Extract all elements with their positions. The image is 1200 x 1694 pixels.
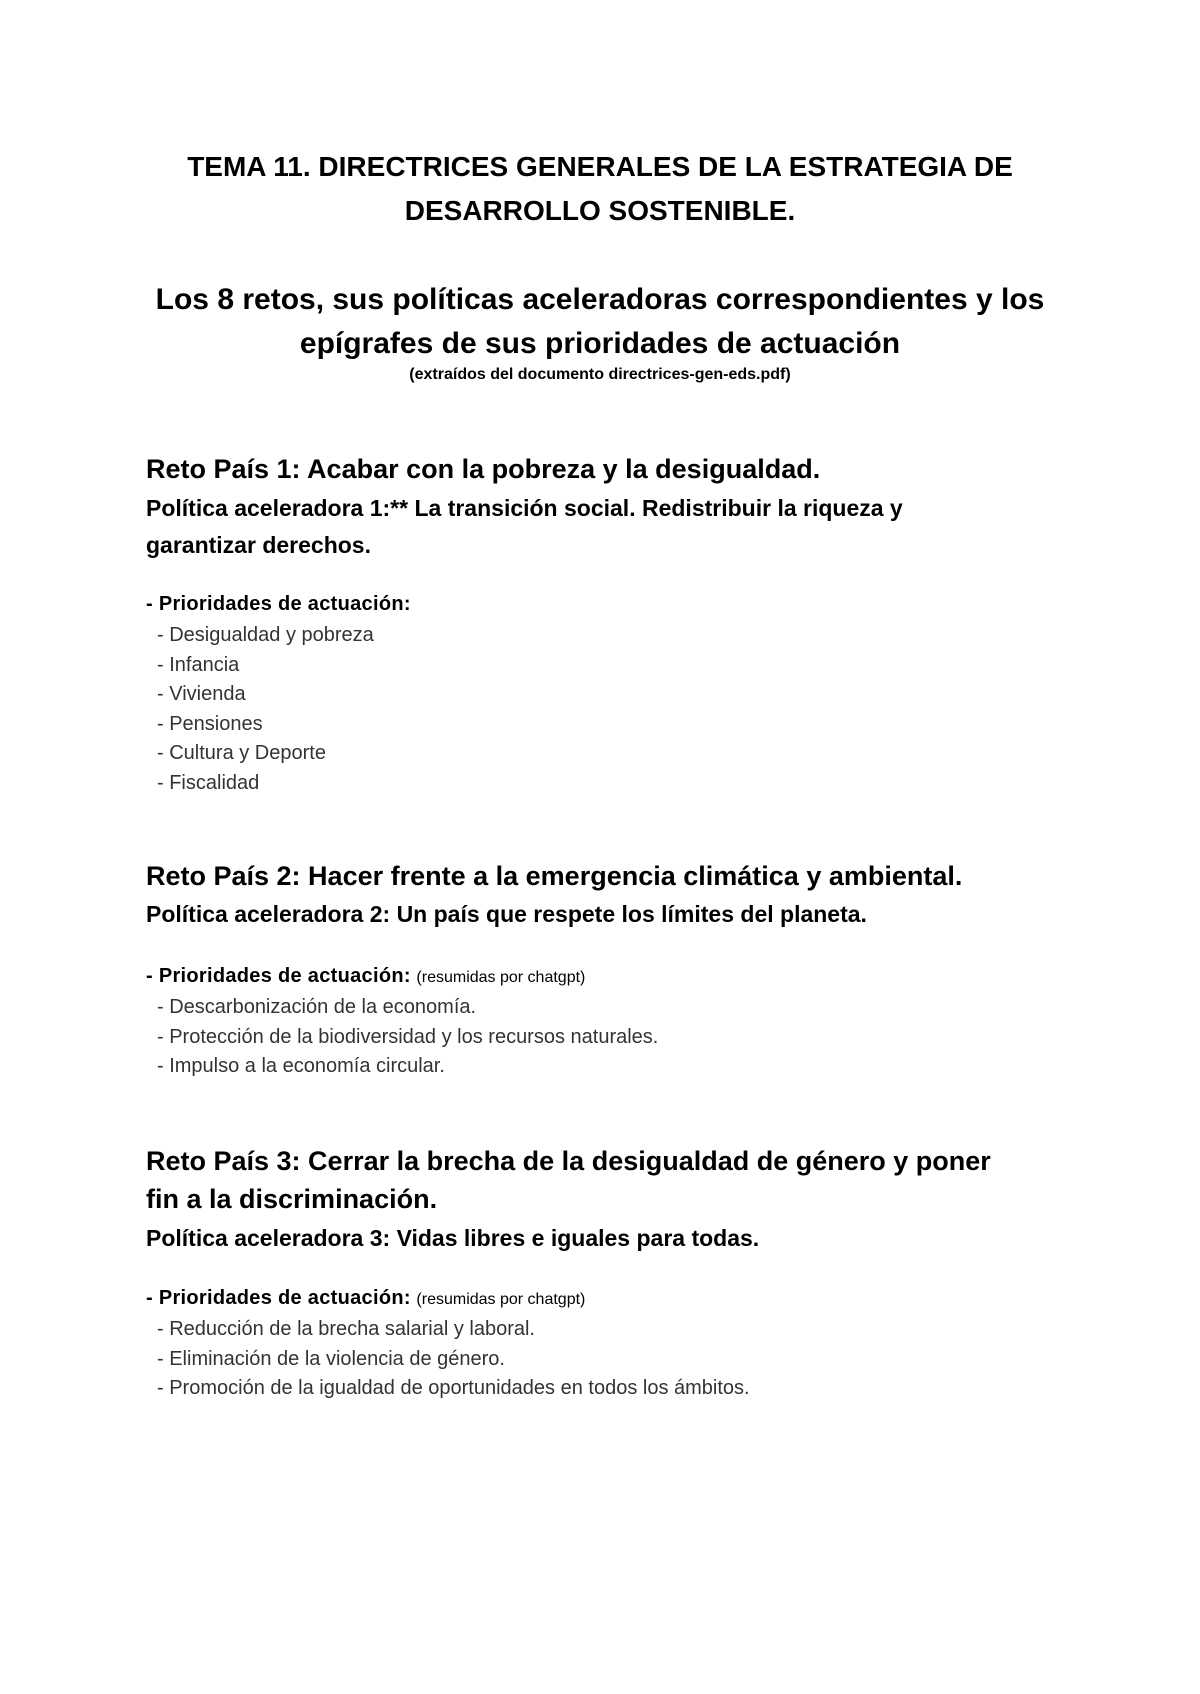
prioridades-1-label (146, 593, 1086, 616)
politica-1-line-1: Política aceleradora 1:** La transición social. Redistribuir la riqueza y (146, 495, 903, 521)
prioridades-1-list (157, 621, 374, 798)
source-note: (extraídos del documento directrices-gen-eds.pdf) (409, 366, 791, 383)
page-title-line-2: DESARROLLO SOSTENIBLE. (404, 195, 796, 226)
politica-2: Política aceleradora 2: Un país que respete los límites del planeta. (146, 901, 867, 927)
politica-1-line-2: garantizar derechos. (146, 532, 371, 558)
list-item: - Pensiones (157, 712, 263, 735)
prioridades-label: - Prioridades de actuación: (146, 593, 411, 615)
list-item: - Impulso a la economía circular. (157, 1055, 445, 1077)
prioridades-label: - Prioridades de actuación: (146, 1287, 411, 1309)
prioridades-3-list (157, 1315, 750, 1404)
list-item: - Protección de la biodiversidad y los recursos naturales. (157, 1025, 659, 1048)
list-item: - Descarbonización de la economía. (157, 996, 477, 1018)
prioridades-note: (resumidas por chatgpt) (416, 969, 586, 986)
list-item: - Vivienda (157, 683, 246, 705)
list-item: - Cultura y Deporte (157, 742, 326, 764)
list-item: - Fiscalidad (157, 771, 260, 794)
list-item: - Desigualdad y pobreza (157, 624, 374, 646)
prioridades-label: - Prioridades de actuación: (146, 965, 411, 987)
politica-3: Política aceleradora 3: Vidas libres e iguales para todas. (146, 1225, 760, 1251)
list-item: - Infancia (157, 653, 240, 676)
reto-1-heading: Reto País 1: Acabar con la pobreza y la desigualdad. (146, 454, 821, 484)
reto-3-heading-line-2: fin a la discriminación. (146, 1184, 438, 1214)
prioridades-2-list (157, 993, 658, 1082)
prioridades-2-label (146, 965, 1086, 988)
subtitle-line-2: epígrafes de sus prioridades de actuación (299, 327, 901, 360)
reto-2-heading: Reto País 2: Hacer frente a la emergencia climática y ambiental. (146, 861, 963, 891)
prioridades-note: (resumidas por chatgpt) (416, 1291, 586, 1308)
list-item: - Reducción de la brecha salarial y laboral. (157, 1318, 535, 1340)
reto-3-heading-line-1: Reto País 3: Cerrar la brecha de la desigualdad de género y poner (146, 1146, 991, 1176)
page-title-line-1: TEMA 11. DIRECTRICES GENERALES DE LA ESTRATEGIA DE (187, 151, 1013, 182)
list-item: - Promoción de la igualdad de oportunidades en todos los ámbitos. (157, 1377, 750, 1399)
subtitle-line-1: Los 8 retos, sus políticas aceleradoras correspondientes y los (155, 283, 1045, 316)
list-item: - Eliminación de la violencia de género. (157, 1347, 505, 1370)
prioridades-3-label (146, 1287, 1086, 1310)
